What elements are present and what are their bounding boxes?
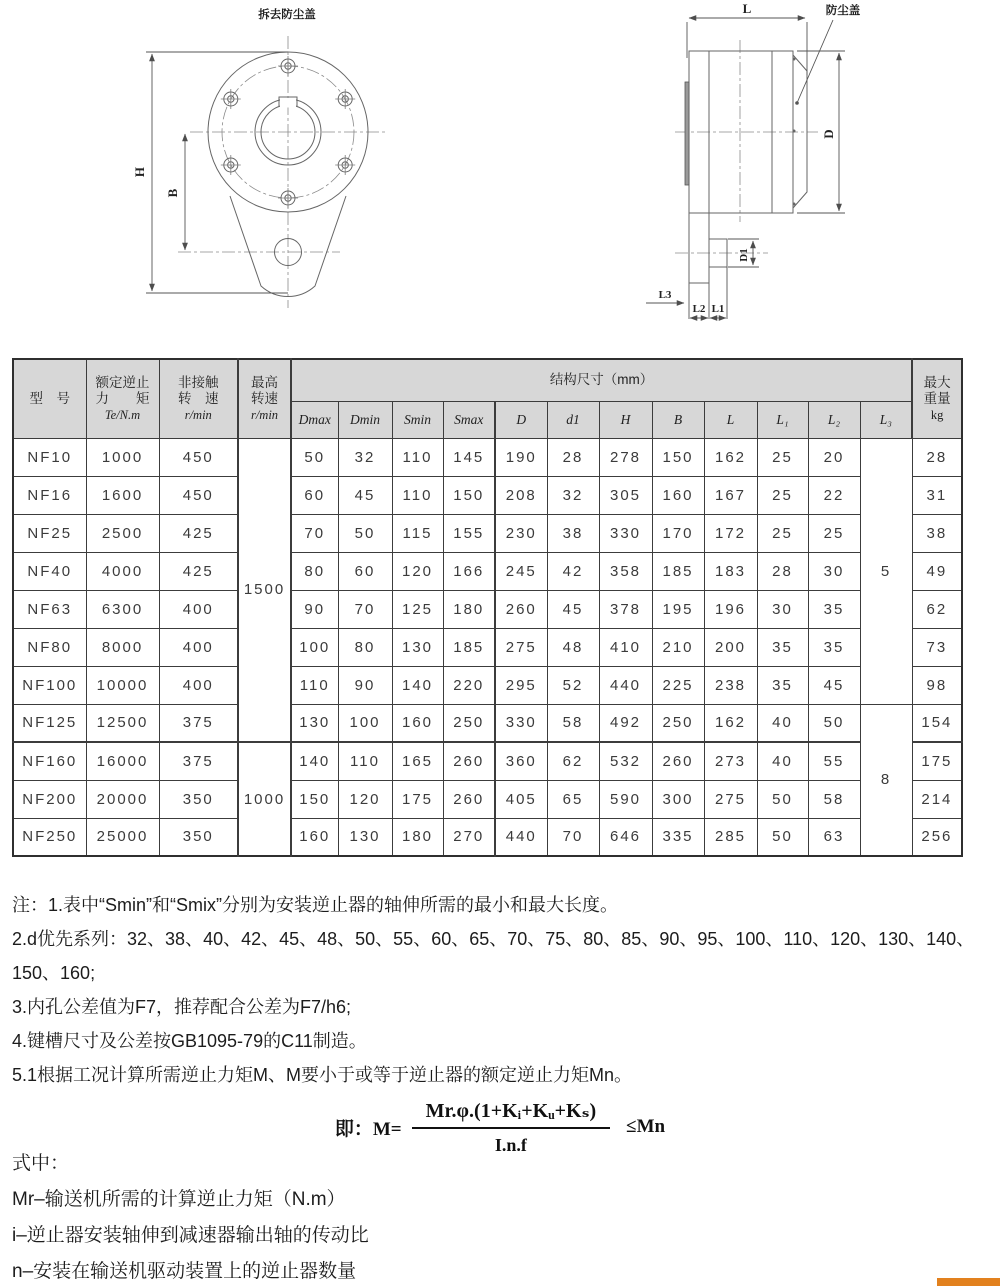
noncontact-speed-cell: 450 bbox=[159, 476, 238, 514]
dim-cell: 70 bbox=[547, 818, 599, 856]
torque-cell: 2500 bbox=[86, 514, 159, 552]
dim-cell: 180 bbox=[443, 590, 495, 628]
weight-cell: 31 bbox=[912, 476, 962, 514]
dim-cell: 208 bbox=[495, 476, 547, 514]
dim-cell: 210 bbox=[652, 628, 704, 666]
table-row bbox=[13, 514, 962, 552]
dim-cell: 230 bbox=[495, 514, 547, 552]
dim-l3-label: L3 bbox=[658, 289, 672, 301]
col-header-model bbox=[13, 359, 86, 438]
dim-cell: 70 bbox=[338, 590, 392, 628]
dim-cell: 35 bbox=[808, 590, 860, 628]
col-header-weight bbox=[912, 359, 962, 438]
dim-cell: 100 bbox=[291, 628, 338, 666]
dim-l2-label: L2 bbox=[692, 303, 706, 315]
table-row bbox=[13, 552, 962, 590]
spec-table-body bbox=[13, 438, 962, 856]
notes-section bbox=[12, 888, 988, 1092]
dim-cell: 172 bbox=[704, 514, 757, 552]
col-header-torque-units: Te/N.m bbox=[104, 407, 141, 422]
dim-cell: 25 bbox=[757, 514, 808, 552]
col-header-dmax: Dmax bbox=[291, 401, 338, 438]
dim-cell: 440 bbox=[599, 666, 652, 704]
accent-bar bbox=[937, 1278, 1000, 1286]
dim-cell: 140 bbox=[291, 742, 338, 780]
dimension-d bbox=[797, 51, 845, 213]
note-line-1: 注：1.表中“Smin”和“Smix”分别为安装逆止器的轴伸所需的最小和最大长度。 bbox=[12, 895, 618, 915]
dim-cell: 260 bbox=[443, 780, 495, 818]
torque-cell: 6300 bbox=[86, 590, 159, 628]
col-header-maxspeed-units: r/min bbox=[250, 407, 279, 422]
dimension-l1 bbox=[710, 303, 726, 318]
spec-table bbox=[12, 358, 963, 857]
col-header-weight-line1: 最大 bbox=[923, 374, 951, 390]
dim-b-label: B bbox=[165, 188, 180, 198]
dim-cell: 155 bbox=[443, 514, 495, 552]
torque-cell: 1600 bbox=[86, 476, 159, 514]
dim-cell: 90 bbox=[291, 590, 338, 628]
dim-cell: 165 bbox=[392, 742, 443, 780]
dim-cell: 405 bbox=[495, 780, 547, 818]
dim-cell: 25 bbox=[757, 476, 808, 514]
dim-cell: 185 bbox=[652, 552, 704, 590]
dim-cell: 162 bbox=[704, 438, 757, 476]
dim-cell: 62 bbox=[547, 742, 599, 780]
dim-cell: 35 bbox=[757, 628, 808, 666]
dim-cell: 58 bbox=[547, 704, 599, 742]
noncontact-speed-cell: 400 bbox=[159, 590, 238, 628]
col-header-torque-line2: 力 矩 bbox=[95, 390, 150, 406]
dim-cell: 130 bbox=[291, 704, 338, 742]
table-row bbox=[13, 666, 962, 704]
col-header-d1: d1 bbox=[547, 401, 599, 438]
dim-cell: 285 bbox=[704, 818, 757, 856]
dim-cell: 175 bbox=[392, 780, 443, 818]
dim-cell: 590 bbox=[599, 780, 652, 818]
dim-cell: 646 bbox=[599, 818, 652, 856]
dim-cell: 110 bbox=[392, 476, 443, 514]
col-header-noncontact-speed bbox=[159, 359, 238, 438]
dim-cell: 150 bbox=[652, 438, 704, 476]
bolt-hole bbox=[278, 188, 298, 208]
dim-cell: 378 bbox=[599, 590, 652, 628]
dim-cell: 358 bbox=[599, 552, 652, 590]
formula-legend bbox=[12, 1146, 912, 1287]
dim-l1-label: L1 bbox=[711, 303, 725, 315]
dim-cell: 195 bbox=[652, 590, 704, 628]
col-header-d: D bbox=[495, 401, 547, 438]
dim-cell: 48 bbox=[547, 628, 599, 666]
col-header-dmin: Dmin bbox=[338, 401, 392, 438]
dim-cell: 260 bbox=[443, 742, 495, 780]
bolt-hole bbox=[335, 155, 355, 175]
dim-cell: 410 bbox=[599, 628, 652, 666]
dim-cell: 250 bbox=[443, 704, 495, 742]
dim-cell: 50 bbox=[757, 780, 808, 818]
dim-cell: 532 bbox=[599, 742, 652, 780]
weight-cell: 214 bbox=[912, 780, 962, 818]
dim-d-label: D bbox=[821, 129, 836, 139]
dim-cell: 50 bbox=[291, 438, 338, 476]
dim-cell: 275 bbox=[704, 780, 757, 818]
dim-cell: 60 bbox=[338, 552, 392, 590]
col-header-maxspeed-line1: 最高 bbox=[251, 374, 278, 390]
table-row bbox=[13, 780, 962, 818]
dim-cell: 70 bbox=[291, 514, 338, 552]
dim-cell: 330 bbox=[599, 514, 652, 552]
dim-cell: 300 bbox=[652, 780, 704, 818]
dim-cell: 25 bbox=[757, 438, 808, 476]
model-cell: NF200 bbox=[13, 780, 86, 818]
dim-cell: 35 bbox=[757, 666, 808, 704]
model-cell: NF100 bbox=[13, 666, 86, 704]
dim-cell: 150 bbox=[291, 780, 338, 818]
dim-cell: 167 bbox=[704, 476, 757, 514]
col-header-l2: L₂ bbox=[808, 401, 860, 438]
dim-cell: 80 bbox=[338, 628, 392, 666]
torque-cell: 4000 bbox=[86, 552, 159, 590]
col-header-noncontact-line2: 转 速 bbox=[178, 390, 219, 406]
bolt-hole bbox=[335, 89, 355, 109]
note-line-2: 2.d优先系列：32、38、40、42、45、48、50、55、60、65、70、75、80、85、90、95、100、110、120、130、140、150、160; bbox=[12, 929, 975, 983]
front-view-title: 拆去防尘盖 bbox=[258, 9, 316, 21]
note-line-5: 5.1根据工况计算所需逆止力矩M、M要小于或等于逆止器的额定逆止力矩Mn。 bbox=[12, 1065, 633, 1085]
model-cell: NF40 bbox=[13, 552, 86, 590]
noncontact-speed-cell: 375 bbox=[159, 704, 238, 742]
legend-n: n–安装在输送机驱动装置上的逆止器数量 bbox=[12, 1261, 357, 1282]
bolt-hole bbox=[278, 56, 298, 76]
dim-cell: 125 bbox=[392, 590, 443, 628]
noncontact-speed-cell: 425 bbox=[159, 552, 238, 590]
note-line-4: 4.键槽尺寸及公差按GB1095-79的C11制造。 bbox=[12, 1031, 367, 1051]
weight-cell: 62 bbox=[912, 590, 962, 628]
dim-cell: 58 bbox=[808, 780, 860, 818]
dim-cell: 130 bbox=[338, 818, 392, 856]
cover-bolt-mark bbox=[793, 58, 796, 61]
noncontact-speed-cell: 350 bbox=[159, 780, 238, 818]
dim-cell: 492 bbox=[599, 704, 652, 742]
dimension-b bbox=[165, 134, 185, 250]
col-header-torque bbox=[86, 359, 159, 438]
torque-cell: 16000 bbox=[86, 742, 159, 780]
dim-cell: 30 bbox=[808, 552, 860, 590]
dim-cell: 25 bbox=[808, 514, 860, 552]
dimension-l3 bbox=[646, 289, 684, 303]
dim-h-label: H bbox=[132, 166, 147, 178]
dim-cell: 20 bbox=[808, 438, 860, 476]
dim-cell: 55 bbox=[808, 742, 860, 780]
torque-cell: 1000 bbox=[86, 438, 159, 476]
note-line-3: 3.内孔公差值为F7，推荐配合公差为F7/h6; bbox=[12, 997, 352, 1017]
torque-cell: 25000 bbox=[86, 818, 159, 856]
weight-cell: 98 bbox=[912, 666, 962, 704]
dust-cover-callout bbox=[795, 3, 861, 105]
col-header-weight-units: kg bbox=[930, 407, 944, 422]
cover-bolt-mark bbox=[793, 203, 796, 206]
dim-cell: 305 bbox=[599, 476, 652, 514]
dim-cell: 196 bbox=[704, 590, 757, 628]
dim-cell: 270 bbox=[443, 818, 495, 856]
dim-d1-label: D1 bbox=[738, 248, 750, 262]
dim-cell: 278 bbox=[599, 438, 652, 476]
col-header-maxspeed-line2: 转速 bbox=[251, 390, 278, 406]
weight-cell: 175 bbox=[912, 742, 962, 780]
col-header-b: B bbox=[652, 401, 704, 438]
dim-cell: 65 bbox=[547, 780, 599, 818]
weight-cell: 28 bbox=[912, 438, 962, 476]
torque-cell: 20000 bbox=[86, 780, 159, 818]
table-row bbox=[13, 476, 962, 514]
dim-cell: 30 bbox=[757, 590, 808, 628]
legend-intro: 式中： bbox=[12, 1153, 70, 1174]
weight-cell: 73 bbox=[912, 628, 962, 666]
col-header-model-label: 型 号 bbox=[29, 390, 70, 406]
weight-cell: 256 bbox=[912, 818, 962, 856]
dim-cell: 245 bbox=[495, 552, 547, 590]
weight-cell: 38 bbox=[912, 514, 962, 552]
bolt-hole bbox=[221, 155, 241, 175]
dim-cell: 260 bbox=[495, 590, 547, 628]
dim-cell: 335 bbox=[652, 818, 704, 856]
torque-cell: 10000 bbox=[86, 666, 159, 704]
dim-cell: 115 bbox=[392, 514, 443, 552]
dim-l-label: L bbox=[742, 1, 752, 16]
model-cell: NF250 bbox=[13, 818, 86, 856]
dim-cell: 166 bbox=[443, 552, 495, 590]
col-header-l1: L₁ bbox=[757, 401, 808, 438]
dim-cell: 50 bbox=[338, 514, 392, 552]
dim-cell: 150 bbox=[443, 476, 495, 514]
dim-cell: 145 bbox=[443, 438, 495, 476]
legend-mr: Mr–输送机所需的计算逆止力矩（N.m） bbox=[12, 1189, 346, 1210]
dim-cell: 160 bbox=[652, 476, 704, 514]
noncontact-speed-cell: 450 bbox=[159, 438, 238, 476]
dim-cell: 260 bbox=[652, 742, 704, 780]
weight-cell: 49 bbox=[912, 552, 962, 590]
formula-denominator: I.n.f bbox=[494, 1135, 527, 1155]
dim-cell: 50 bbox=[808, 704, 860, 742]
col-header-l: L bbox=[704, 401, 757, 438]
noncontact-speed-cell: 400 bbox=[159, 666, 238, 704]
dimension-l bbox=[687, 1, 807, 75]
formula-numerator: Mr.φ.(1+Kᵢ+Kᵤ+Kₛ) bbox=[412, 1098, 611, 1129]
table-row bbox=[13, 704, 962, 742]
torque-cell: 12500 bbox=[86, 704, 159, 742]
dim-cell: 225 bbox=[652, 666, 704, 704]
table-row bbox=[13, 818, 962, 856]
dim-cell: 162 bbox=[704, 704, 757, 742]
leader-dot bbox=[795, 101, 799, 105]
dim-cell: 45 bbox=[808, 666, 860, 704]
col-header-noncontact-line1: 非接触 bbox=[178, 374, 219, 390]
dim-cell: 90 bbox=[338, 666, 392, 704]
dim-cell: 180 bbox=[392, 818, 443, 856]
weight-cell: 154 bbox=[912, 704, 962, 742]
dim-cell: 60 bbox=[291, 476, 338, 514]
formula-rhs: ≤Mn bbox=[626, 1116, 666, 1137]
model-cell: NF10 bbox=[13, 438, 86, 476]
keyway-mask bbox=[280, 98, 296, 108]
col-header-torque-line1: 额定逆止 bbox=[95, 374, 150, 390]
dimension-d1 bbox=[728, 239, 759, 267]
side-view-drawing bbox=[646, 1, 861, 319]
dim-cell: 200 bbox=[704, 628, 757, 666]
dim-cell-l3: 8 bbox=[860, 704, 912, 856]
max-speed-cell: 1000 bbox=[238, 742, 291, 856]
dim-cell: 52 bbox=[547, 666, 599, 704]
dim-cell: 140 bbox=[392, 666, 443, 704]
dim-cell: 110 bbox=[338, 742, 392, 780]
model-cell: NF80 bbox=[13, 628, 86, 666]
dim-cell: 275 bbox=[495, 628, 547, 666]
table-row bbox=[13, 438, 962, 476]
dim-cell: 330 bbox=[495, 704, 547, 742]
col-header-h: H bbox=[599, 401, 652, 438]
technical-drawings bbox=[0, 0, 1000, 352]
dim-cell: 38 bbox=[547, 514, 599, 552]
model-cell: NF25 bbox=[13, 514, 86, 552]
dimension-h bbox=[132, 52, 288, 293]
dim-cell: 110 bbox=[392, 438, 443, 476]
dim-cell: 35 bbox=[808, 628, 860, 666]
dim-cell: 120 bbox=[392, 552, 443, 590]
col-header-max-speed bbox=[238, 359, 291, 438]
torque-cell: 8000 bbox=[86, 628, 159, 666]
dim-cell: 40 bbox=[757, 704, 808, 742]
col-header-dims-group-label: 结构尺寸（mm） bbox=[549, 372, 654, 388]
dim-cell: 80 bbox=[291, 552, 338, 590]
spec-table-header bbox=[13, 359, 962, 438]
dim-cell: 183 bbox=[704, 552, 757, 590]
bolt-hole bbox=[221, 89, 241, 109]
table-row bbox=[13, 590, 962, 628]
dim-cell: 50 bbox=[757, 818, 808, 856]
legend-i: i–逆止器安装轴伸到减速器输出轴的传动比 bbox=[12, 1225, 369, 1246]
dim-cell-l3: 5 bbox=[860, 438, 912, 704]
front-view-drawing bbox=[132, 7, 386, 308]
dim-cell: 42 bbox=[547, 552, 599, 590]
model-cell: NF160 bbox=[13, 742, 86, 780]
col-header-noncontact-units: r/min bbox=[184, 407, 212, 422]
cover-bolt-mark bbox=[793, 130, 796, 133]
dim-cell: 110 bbox=[291, 666, 338, 704]
dim-cell: 28 bbox=[547, 438, 599, 476]
dim-cell: 32 bbox=[547, 476, 599, 514]
dim-cell: 238 bbox=[704, 666, 757, 704]
dim-cell: 160 bbox=[291, 818, 338, 856]
dim-cell: 28 bbox=[757, 552, 808, 590]
noncontact-speed-cell: 425 bbox=[159, 514, 238, 552]
dimension-l2 bbox=[690, 303, 708, 318]
max-speed-cell: 1500 bbox=[238, 438, 291, 742]
noncontact-speed-cell: 400 bbox=[159, 628, 238, 666]
col-header-l3: L₃ bbox=[860, 401, 912, 438]
dim-cell: 190 bbox=[495, 438, 547, 476]
col-header-weight-line2: 重量 bbox=[923, 390, 951, 406]
table-row bbox=[13, 742, 962, 780]
dim-cell: 130 bbox=[392, 628, 443, 666]
dim-cell: 360 bbox=[495, 742, 547, 780]
dim-cell: 273 bbox=[704, 742, 757, 780]
dim-cell: 120 bbox=[338, 780, 392, 818]
dim-cell: 440 bbox=[495, 818, 547, 856]
noncontact-speed-cell: 375 bbox=[159, 742, 238, 780]
dim-cell: 40 bbox=[757, 742, 808, 780]
dim-cell: 63 bbox=[808, 818, 860, 856]
dim-cell: 32 bbox=[338, 438, 392, 476]
formula-lhs: 即：M= bbox=[334, 1118, 402, 1140]
dim-cell: 45 bbox=[547, 590, 599, 628]
col-header-smin: Smin bbox=[392, 401, 443, 438]
dim-cell: 170 bbox=[652, 514, 704, 552]
mounting-plate bbox=[685, 82, 689, 185]
noncontact-speed-cell: 350 bbox=[159, 818, 238, 856]
dim-cell: 100 bbox=[338, 704, 392, 742]
dim-cell: 185 bbox=[443, 628, 495, 666]
col-header-smax: Smax bbox=[443, 401, 495, 438]
dim-cell: 160 bbox=[392, 704, 443, 742]
table-row bbox=[13, 628, 962, 666]
col-header-dims-group bbox=[291, 359, 912, 401]
model-cell: NF63 bbox=[13, 590, 86, 628]
dim-cell: 220 bbox=[443, 666, 495, 704]
dust-cover-label: 防尘盖 bbox=[825, 5, 861, 17]
dim-cell: 295 bbox=[495, 666, 547, 704]
model-cell: NF125 bbox=[13, 704, 86, 742]
dim-cell: 22 bbox=[808, 476, 860, 514]
model-cell: NF16 bbox=[13, 476, 86, 514]
dim-cell: 250 bbox=[652, 704, 704, 742]
dim-cell: 45 bbox=[338, 476, 392, 514]
